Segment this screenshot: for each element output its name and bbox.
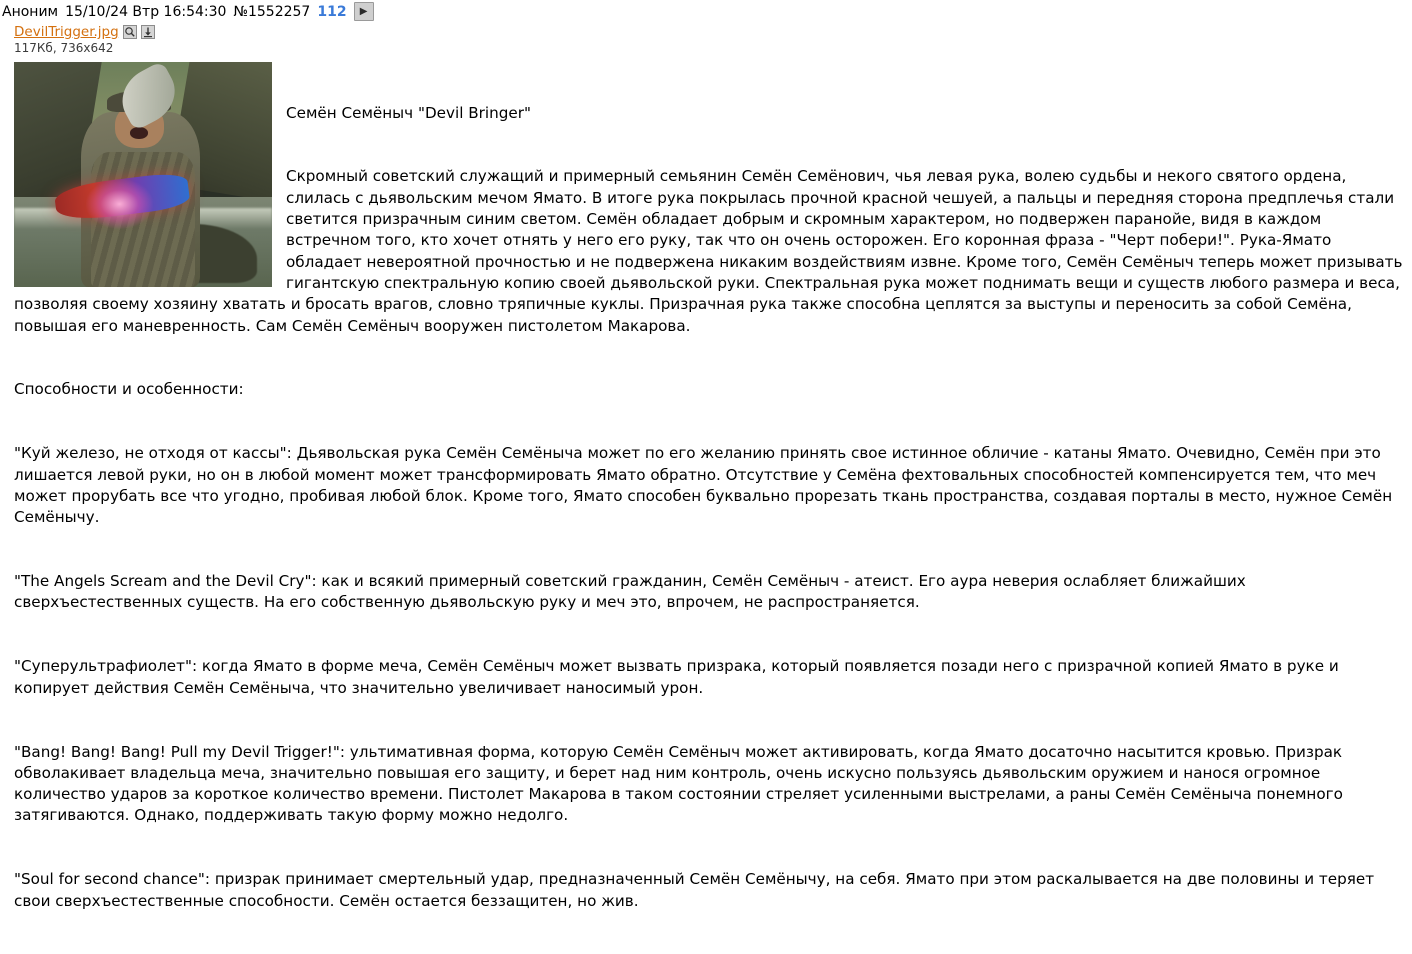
post-body [0, 56, 1412, 954]
post-text-paragraph-4: "The Angels Scream and the Devil Cry": как и всякий примерный советский гражданин, Семён Семёныч - атеист. Его аура неверия ослабляет ближайших сверхъестественных существ. На его собственную дьявольскую руку и меч это, впрочем, не распространяется. [14, 572, 1251, 612]
file-name-link[interactable]: DevilTrigger.jpg [14, 24, 119, 40]
file-info [0, 22, 1412, 56]
poster-name: Аноним [2, 3, 59, 20]
post-text-paragraph-2: Способности и особенности: [14, 380, 244, 399]
post-text-paragraph-5: "Суперультрафиолет": когда Ямато в форме меча, Семён Семёныч может вызвать призрака, который появляется позади него с призрачной копией Ямато в руке и копирует действия Семён Семёныча, что значительно увеличивает наносимый урон. [14, 657, 1344, 697]
post-header [0, 0, 1412, 22]
play-icon[interactable]: ▶ [354, 2, 374, 21]
post-text-paragraph-1: Скромный советский служащий и примерный семьянин Семён Семёнович, чья левая рука, волею судьбы и некого святого ордена, слилась с дьявольским мечом Ямато. В итоге рука покрылась прочной красной чешуей, а пальцы и передняя сторона предплечья стали светится призрачным синим светом. Семён обладает добрым и скромным характером, но подвержен паранойе, видя в каждом встречном того, кто хочет отнять у него его руку, так что он очень осторожен. Его коронная фраза - "Черт побери!". Рука-Ямато обладает невероятной прочностью и не подвержена никаким воздействиям извне. Кроме того, Семён Семёныч теперь может призывать гигантскую спектральную копию своей дьявольской руки. Спектральная рука может поднимать вещи и существ любого размера и веса, позволяя своему хозяину хватать и бросать врагов, словно тряпичные куклы. Призрачная рука также способна цеплятся за выступы и переносить за собой Семёна, повышая его маневренность. Сам Семён Семёныч вооружен пистолетом Макарова. [14, 167, 1408, 335]
search-icon[interactable] [123, 25, 137, 39]
post-image-thumbnail[interactable] [14, 62, 272, 287]
post-text-title: Семён Семёныч "Devil Bringer" [286, 103, 531, 122]
file-meta: 117Кб, 736x642 [14, 41, 114, 55]
download-icon[interactable] [141, 25, 155, 39]
post-date: 15/10/24 Втр 16:54:30 [65, 3, 227, 20]
file-name-row [14, 24, 1412, 40]
post-number[interactable]: №1552257 [233, 3, 311, 20]
post-text-paragraph-7: "Soul for second chance": призрак принимает смертельный удар, предназначенный Семён Семёнычу, на себя. Ямато при этом раскалывается на две половины и теряет свои сверхъестественные способности. Семён остается беззащитен, но жив. [14, 870, 1379, 910]
post-text-paragraph-6: "Bang! Bang! Bang! Pull my Devil Trigger!": ультимативная форма, которую Семён Семёныч может активировать, когда Ямато досаточно насытится кровью. Призрак обволакивает владельца меча, значительно повышая его защиту, и берет над ним контроль, очень искусно пользуясь дьявольским оружием и нанося огромное количество ударов за короткое количество времени. Пистолет Макарова в таком состоянии стреляет усиленными выстрелами, а раны Семён Семёныча понемного затягиваются. Однако, поддерживать такую форму можно недолго. [14, 742, 1348, 825]
reply-count[interactable]: 112 [317, 3, 347, 20]
post-text-paragraph-3: "Куй железо, не отходя от кассы": Дьявольская рука Семён Семёныча может по его желанию принять свое истинное обличие - катаны Ямато. Очевидно, Семён при это лишается левой руки, но он в любой момент может трансформировать Ямато обратно. Отсутствие у Семёна фехтовальных способностей компенсируется тем, что меч может прорубать все что угодно, пробивая любой блок. Кроме того, Ямато способен буквально прорезать ткань пространства, создавая порталы в место, нужное Семён Семёнычу. [14, 444, 1397, 527]
